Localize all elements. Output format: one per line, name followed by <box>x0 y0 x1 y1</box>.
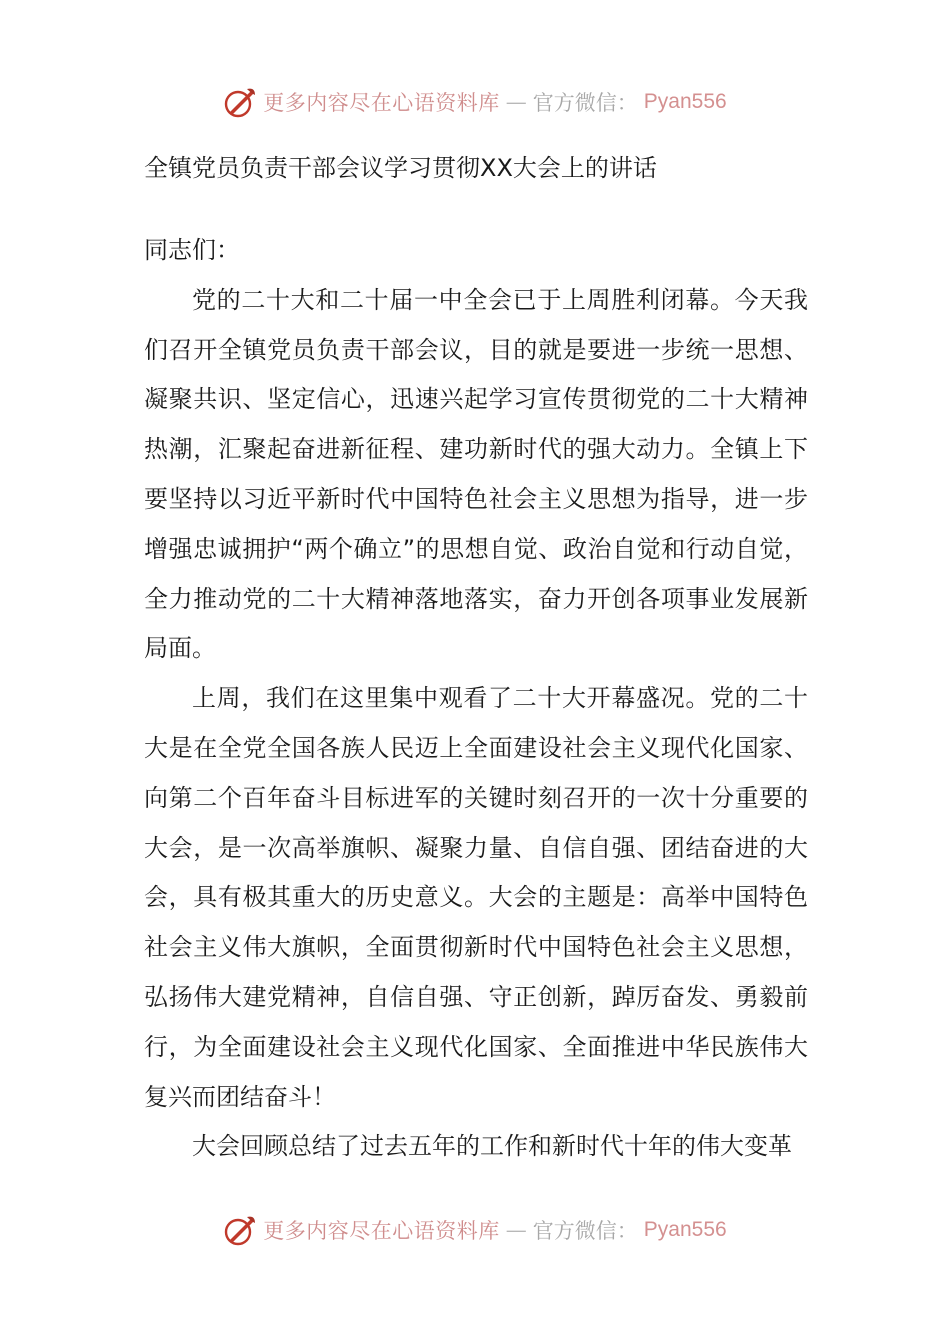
banner-dash: — <box>505 1218 527 1242</box>
banner-wechat-label: 官方微信： <box>532 91 638 115</box>
body-paragraph-3: 大会回顾总结了过去五年的工作和新时代十年的伟大变革 <box>192 1132 792 1161</box>
document-body <box>144 226 808 1172</box>
body-paragraph-2: 上周，我们在这里集中观看了二十大开幕盛况。党的二十大是在全党全国各族人民迈上全面建设社会主义现代化国家、向第二个百年奋斗目标进军的关键时刻召开的一次十分重要的大会，是一次高举旗帜、凝聚力量、自信自强、团结奋进的大会，具有极其重大的历史意义。大会的主题是：高举中国特色社会主义伟大旗帜，全面贯彻新时代中国特色社会主义思想，弘扬伟大建党精神，自信自强、守正创新，踔厉奋发、勇毅前行，为全面建设社会主义现代化国家、全面推进中华民族伟大复兴而团结奋斗！ <box>144 684 808 1111</box>
banner-dash: — <box>505 90 527 114</box>
document-title: 全镇党员负责干部会议学习贯彻XX大会上的讲话 <box>144 154 657 182</box>
banner-wechat-label: 官方微信： <box>532 1219 638 1243</box>
banner-wechat-id: Pyan556 <box>643 1218 727 1241</box>
banner-wechat-id: Pyan556 <box>643 90 727 113</box>
banner-slogan: 更多内容尽在心语资料库 <box>263 1219 500 1243</box>
salutation: 同志们： <box>144 236 240 264</box>
quill-logo-icon <box>223 1213 257 1247</box>
header-watermark-banner <box>0 80 950 124</box>
quill-logo-icon <box>223 85 257 119</box>
banner-slogan: 更多内容尽在心语资料库 <box>263 91 500 115</box>
footer-watermark-banner <box>0 1208 950 1252</box>
body-paragraph-1: 党的二十大和二十届一中全会已于上周胜利闭幕。今天我们召开全镇党员负责干部会议，目的就是要进一步统一思想、凝聚共识、坚定信心，迅速兴起学习宣传贯彻党的二十大精神热潮，汇聚起奋进新征程、建功新时代的强大动力。全镇上下要坚持以习近平新时代中国特色社会主义思想为指导，进一步增强忠诚拥护“两个确立”的思想自觉、政治自觉和行动自觉，全力推动党的二十大精神落地落实，奋力开创各项事业发展新局面。 <box>144 285 808 663</box>
